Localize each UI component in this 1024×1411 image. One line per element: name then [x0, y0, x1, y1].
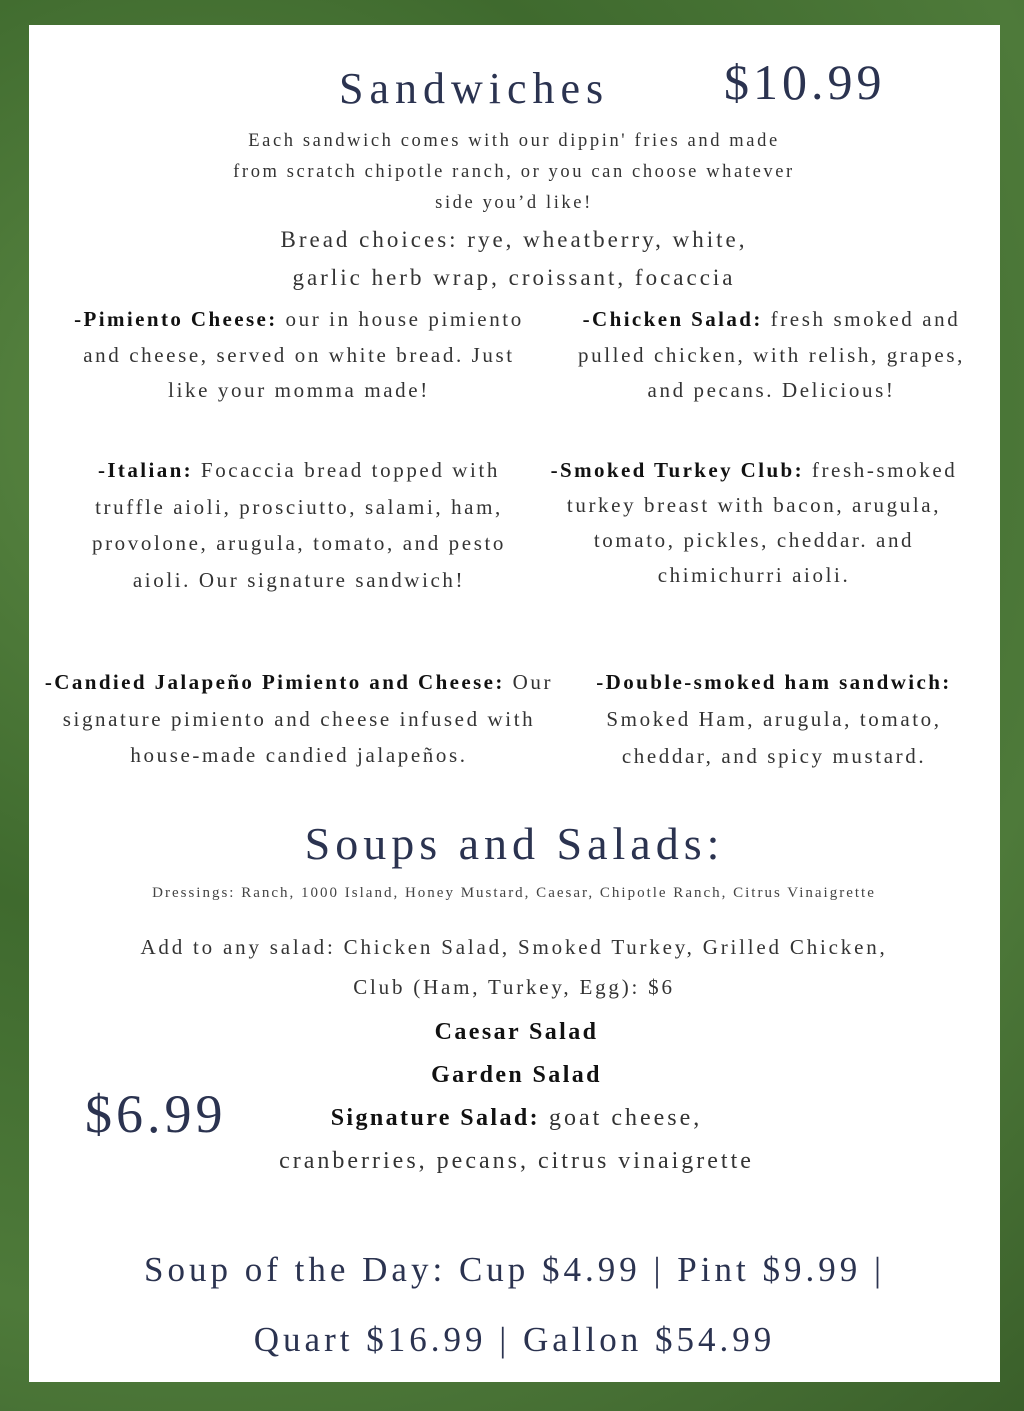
intro-line: side you’d like! [435, 193, 593, 213]
soups-salads-title: Soups and Salads: [304, 818, 725, 869]
salad-desc: goat cheese, cranberries, pecans, citrus vinaigrette [279, 1105, 754, 1174]
sandwiches-intro [129, 126, 899, 219]
sandwich-item [59, 302, 539, 409]
bread-line: garlic herb wrap, croissant, focaccia [292, 265, 736, 290]
item-name: -Smoked Turkey Club: [550, 458, 805, 482]
item-name: -Chicken Salad: [582, 307, 763, 331]
intro-line: from scratch chipotle ranch, or you can choose whatever [233, 162, 795, 182]
sandwich-item [584, 664, 964, 775]
sandwich-item [529, 453, 979, 593]
salads-list [274, 1011, 759, 1183]
intro-line: Each sandwich comes with our dippin' fries and made [248, 131, 780, 151]
menu-card [29, 25, 1000, 1382]
item-desc: Our signature pimiento and cheese infused with house-made candied jalapeños. [62, 670, 554, 767]
item-name: -Pimiento Cheese: [74, 307, 278, 331]
salads-price: $6.99 [85, 1084, 227, 1144]
bread-line: Bread choices: rye, wheatberry, white, [280, 227, 748, 252]
sandwiches-title: Sandwiches [339, 64, 610, 113]
soup-line: Soup of the Day: Cup $4.99 | Pint $9.99 | [144, 1250, 885, 1289]
item-name: -Candied Jalapeño Pimiento and Cheese: [44, 670, 505, 694]
sandwiches-price: $10.99 [724, 54, 886, 110]
item-desc: our in house pimiento and cheese, served on white bread. Just like your momma made! [83, 307, 524, 402]
addon-line: Club (Ham, Turkey, Egg): $6 [353, 975, 675, 999]
salad-item [274, 1097, 759, 1183]
salad-name: Caesar Salad [434, 1019, 599, 1045]
item-name: -Double-smoked ham sandwich: [596, 670, 952, 694]
item-desc: Smoked Ham, arugula, tomato, cheddar, and spicy mustard. [606, 707, 942, 768]
bread-choices [129, 221, 899, 297]
soup-of-the-day [29, 1235, 1000, 1375]
item-desc: fresh-smoked turkey breast with bacon, arugula, tomato, pickles, cheddar. and chimichurri aioli. [566, 458, 958, 587]
salad-name: Signature Salad: [330, 1105, 541, 1131]
salad-name: Garden Salad [431, 1062, 602, 1088]
sandwich-item [574, 302, 969, 409]
addon-line: Add to any salad: Chicken Salad, Smoked Turkey, Grilled Chicken, [140, 935, 888, 959]
salad-item [274, 1011, 759, 1054]
item-name: -Italian: [97, 458, 194, 482]
sandwich-item [39, 664, 559, 774]
salad-item [274, 1054, 759, 1097]
item-desc: fresh smoked and pulled chicken, with relish, grapes, and pecans. Delicious! [578, 307, 965, 402]
dressings: Dressings: Ranch, 1000 Island, Honey Mustard, Caesar, Chipotle Ranch, Citrus Vinaigrette [152, 885, 876, 901]
soup-line: Quart $16.99 | Gallon $54.99 [253, 1320, 776, 1359]
item-desc: Focaccia bread topped with truffle aioli, prosciutto, salami, ham, provolone, arugula, tomato, and pesto aioli. Our signature sandwich! [91, 458, 507, 592]
sandwich-item [69, 452, 529, 598]
salad-addons [49, 927, 979, 1007]
